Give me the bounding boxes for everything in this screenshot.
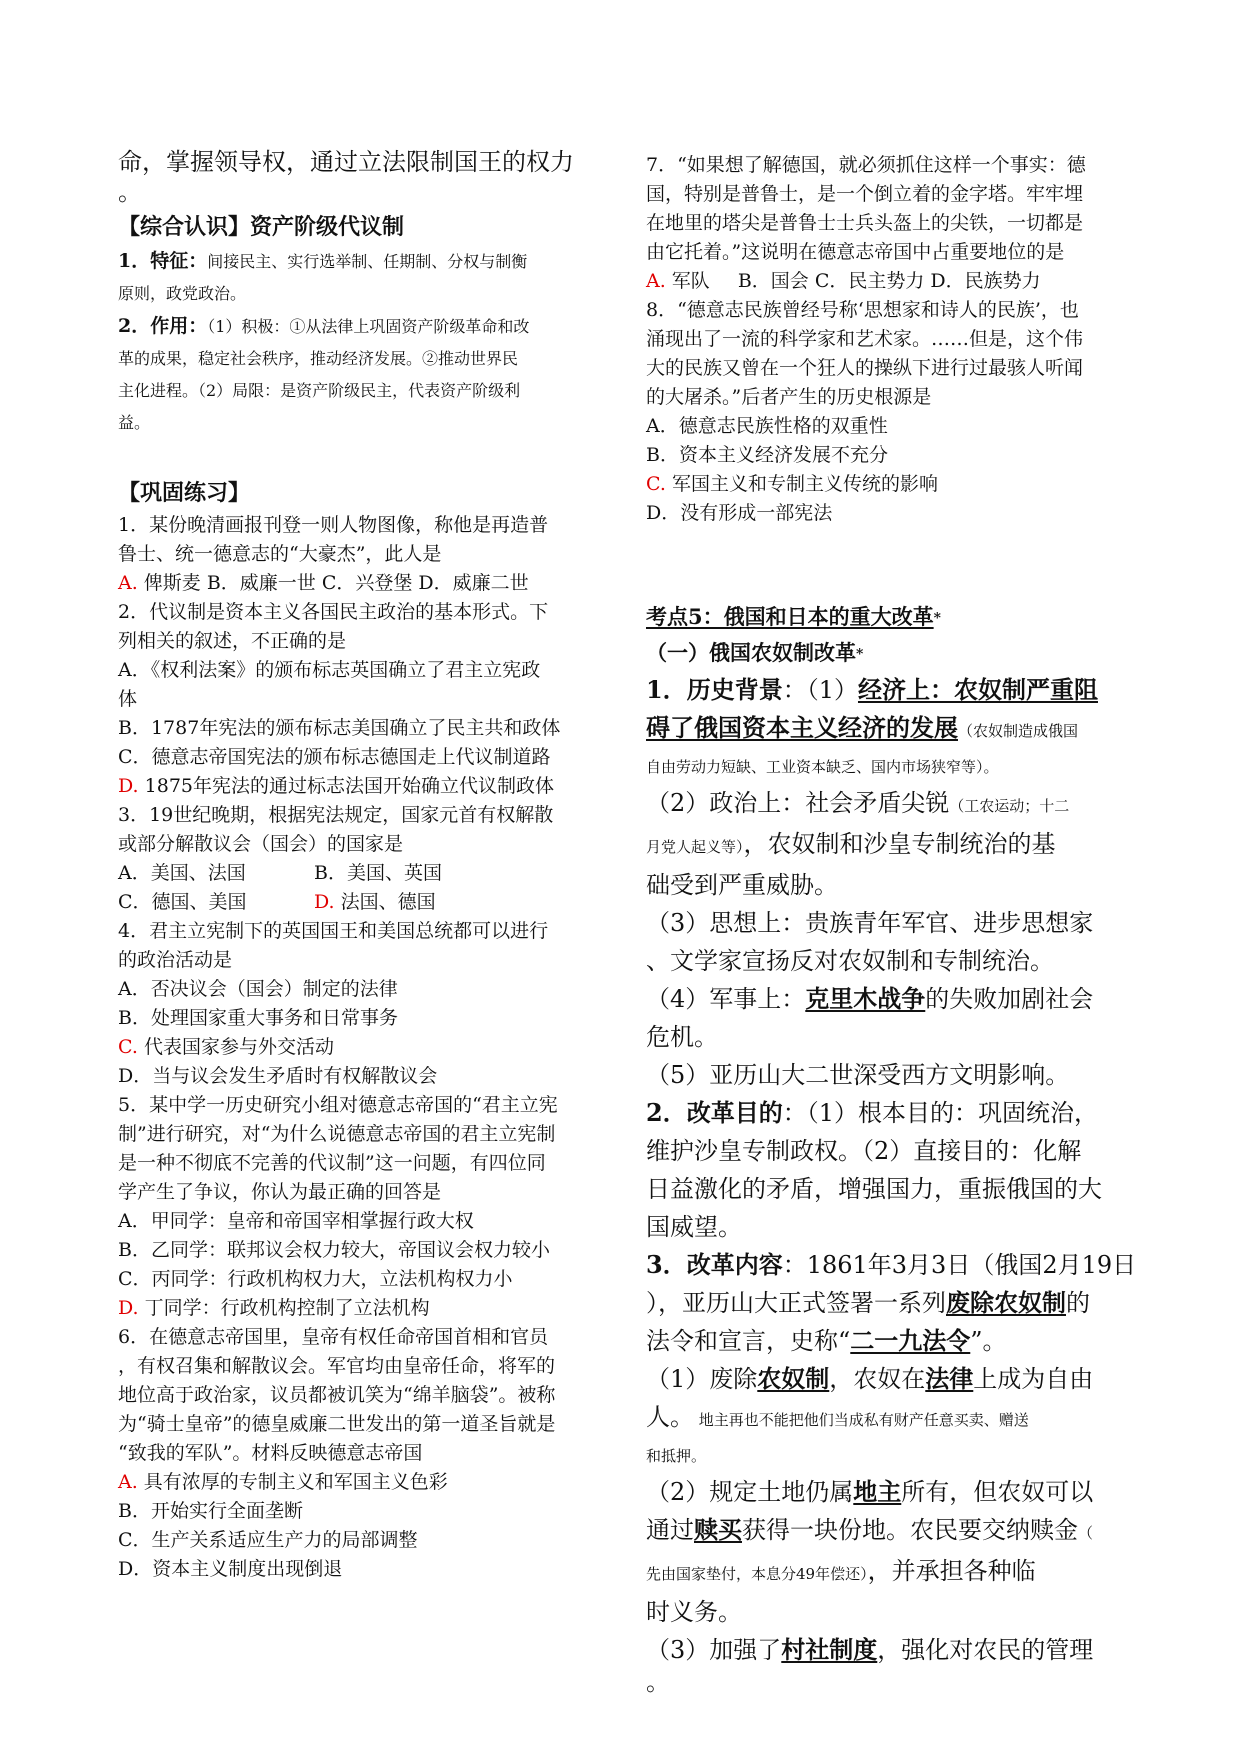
bg-politics-2: 月党人起义等），农奴制和沙皇专制统治的基	[646, 830, 1056, 858]
bg-politics-1: （2）政治上：社会矛盾尖锐（工农运动；十二	[646, 789, 1070, 817]
role-line-2: 革的成果，稳定社会秩序，推动经济发展。②推动世界民	[118, 349, 519, 368]
q6-option-a: A. 具有浓厚的专制主义和军国主义色彩	[118, 1471, 448, 1493]
answer-mark: A.	[646, 270, 666, 292]
content-line-2: ），亚历山大正式签署一系列废除农奴制的	[646, 1288, 1090, 1317]
q8-option-b: B．资本主义经济发展不充分	[646, 444, 888, 466]
q2-stem-1: 2．代议制是资本主义各国民主政治的基本形式。下	[118, 601, 549, 623]
paragraph-end: 。	[118, 178, 142, 206]
q5-option-b: B．乙同学：联邦议会权力较大，帝国议会权力较小	[118, 1239, 550, 1261]
left-column	[118, 143, 606, 1584]
q8-stem-1: 8．“德意志民族曾经号称‘思想家和诗人的民族’，也	[646, 299, 1079, 321]
q3-stem-1: 3．19世纪晚期，根据宪法规定，国家元首有权解散	[118, 804, 554, 826]
role-label: 2．作用：	[118, 315, 208, 337]
role-line-1	[118, 310, 606, 343]
goal-line-1: 2．改革目的：（1）根本目的：巩固统治，	[646, 1098, 1098, 1127]
q6-stem-1: 6．在德意志帝国里，皇帝有权任命帝国首相和官员	[118, 1326, 549, 1348]
q2-option-d: D. 1875年宪法的通过标志法国开始确立代议制政体	[118, 775, 555, 797]
q8-option-c: C. 军国主义和专制主义传统的影响	[646, 473, 938, 495]
content-item-3: （3）加强了村社制度，强化对农民的管理	[646, 1635, 1094, 1664]
answer-mark: C.	[646, 473, 666, 495]
q5-option-d: D. 丁同学：行政机构控制了立法机构	[118, 1297, 430, 1319]
bg-note-line: 自由劳动力短缺、工业资本缺乏、国内市场狭窄等）。	[646, 758, 999, 776]
q6-stem-4: 为“骑士皇帝”的德皇威廉二世发出的第一道圣旨就是	[118, 1413, 556, 1435]
q8-stem-2: 涌现出了一流的科学家和艺术家。……但是，这个伟	[646, 328, 1084, 350]
q2-stem-2: 列相关的叙述，不正确的是	[118, 630, 347, 652]
bg-thought-2: 、文学家宣扬反对农奴制和专制统治。	[646, 947, 1054, 975]
answer-mark: D.	[118, 775, 139, 797]
goal-line-4: 国威望。	[646, 1213, 742, 1241]
paragraph-continuation: 命，掌握领导权，通过立法限制国王的权力	[118, 148, 574, 176]
q4-option-d: D．当与议会发生矛盾时有权解散议会	[118, 1065, 438, 1087]
answer-mark: D.	[314, 891, 335, 913]
feature-text: 间接民主、实行选举制、任期制、分权与制衡	[207, 252, 528, 271]
q8-stem-4: 的大屠杀。”后者产生的历史根源是	[646, 386, 932, 408]
q7-stem-1: 7．“如果想了解德国，就必须抓住这样一个事实：德	[646, 154, 1086, 176]
role-line-4: 益。	[118, 413, 151, 432]
bg-line-1: 1．历史背景：（1）经济上：农奴制严重阻	[646, 675, 1098, 704]
q1-stem-1: 1．某份晚清画报刊登一则人物图像，称他是再造普	[118, 514, 549, 536]
section-title-practice: 【巩固练习】	[118, 480, 251, 506]
content-item-1-cont: 人。 地主再也不能把他们当成私有财产任意买卖、赠送	[646, 1403, 1029, 1431]
q8-option-d: D．没有形成一部宪法	[646, 502, 833, 524]
q2-option-a: A．《权利法案》的颁布标志英国确立了君主立宪政	[118, 659, 541, 681]
content-line-1: 3．改革内容：1861年3月3日（俄国2月19日	[646, 1250, 1137, 1279]
q3-options-cd: C．德国、美国 D. 法国、德国	[118, 891, 436, 913]
q4-option-c: C. 代表国家参与外交活动	[118, 1036, 334, 1058]
q1-stem-2: 鲁士、统一德意志的“大豪杰”，此人是	[118, 543, 442, 565]
q3-stem-2: 或部分解散议会（国会）的国家是	[118, 833, 404, 855]
q6-stem-5: “致我的军队”。材料反映德意志帝国	[118, 1442, 423, 1464]
q6-option-b: B．开始实行全面垄断	[118, 1500, 303, 1522]
content-item-2-cont: 通过赎买获得一块份地。农民要交纳赎金（	[646, 1515, 1094, 1544]
q7-stem-3: 在地里的塔尖是普鲁士士兵头盔上的尖铁，一切都是	[646, 212, 1084, 234]
q8-option-a: A．德意志民族性格的双重性	[646, 415, 888, 437]
q5-option-a: A．甲同学：皇帝和帝国宰相掌握行政大权	[118, 1210, 474, 1232]
content-item-2-note: 先由国家垫付，本息分49年偿还），并承担各种临	[646, 1557, 1036, 1585]
bg-politics-3: 础受到严重威胁。	[646, 871, 838, 899]
q7-stem-4: 由它托着。”这说明在德意志帝国中占重要地位的是	[646, 241, 1065, 263]
q6-option-d: D．资本主义制度出现倒退	[118, 1558, 343, 1580]
q7-options: A. 军队 B．国会 C．民主势力 D．民族势力	[646, 270, 1041, 292]
goal-line-2: 维护沙皇专制政权。（2）直接目的：化解	[646, 1137, 1082, 1165]
q4-option-a: A．否决议会（国会）制定的法律	[118, 978, 398, 1000]
q8-stem-3: 大的民族又曾在一个狂人的操纵下进行过最骇人听闻	[646, 357, 1084, 379]
answer-mark: A.	[118, 1471, 138, 1493]
content-item-1-note: 和抵押。	[646, 1447, 707, 1465]
bg-thought-1: （3）思想上：贵族青年军官、进步思想家	[646, 909, 1094, 937]
content-line-3: 法令和宣言，史称“二一九法令”。	[646, 1326, 1007, 1355]
q2-option-b: B．1787年宪法的颁布标志美国确立了民主共和政体	[118, 717, 561, 739]
star-mark: *	[856, 646, 864, 662]
bg-alexander: （5）亚历山大二世深受西方文明影响。	[646, 1061, 1070, 1089]
bg-military-2: 危机。	[646, 1023, 718, 1051]
q7-stem-2: 国，特别是普鲁士，是一个倒立着的金字塔。牢牢埋	[646, 183, 1084, 205]
q2-option-a-cont: 体	[118, 688, 138, 710]
subsection-title: （一）俄国农奴制改革*	[646, 639, 864, 665]
q6-option-c: C．生产关系适应生产力的局部调整	[118, 1529, 418, 1551]
role-line-3: 主化进程。（2）局限：是资产阶级民主，代表资产阶级利	[118, 381, 521, 400]
q1-options: A. 俾斯麦 B．威廉一世 C．兴登堡 D．威廉二世	[118, 572, 529, 594]
feature-line-2: 原则，政党政治。	[118, 284, 247, 303]
answer-mark: C.	[118, 1036, 138, 1058]
content-item-2: （2）规定土地仍属地主所有，但农奴可以	[646, 1477, 1094, 1506]
q4-option-b: B．处理国家重大事务和日常事务	[118, 1007, 398, 1029]
q6-stem-3: 地位高于政治家，议员都被讥笑为“绵羊脑袋”。被称	[118, 1384, 556, 1406]
q6-stem-2: ，有权召集和解散议会。军官均由皇帝任命，将军的	[118, 1355, 556, 1377]
q5-stem-4: 学产生了争议，你认为最正确的回答是	[118, 1181, 442, 1203]
kaodian-title: 考点5：俄国和日本的重大改革*	[646, 604, 941, 629]
q5-stem-1: 5．某中学一历史研究小组对德意志帝国的“君主立宪	[118, 1094, 558, 1116]
answer-mark: A.	[118, 572, 138, 594]
q5-stem-3: 是一种不彻底不完善的代议制”这一问题，有四位同	[118, 1152, 546, 1174]
feature-line-1	[118, 245, 606, 278]
right-column	[646, 151, 1137, 1696]
q3-options-ab: A．美国、法国 B．美国、英国	[118, 862, 442, 884]
role-text: （1）积极：①从法律上巩固资产阶级革命和改	[207, 317, 530, 336]
answer-mark: D.	[118, 1297, 139, 1319]
feature-label: 1．特征：	[118, 250, 208, 272]
bg-military-1: （4）军事上：克里木战争的失败加剧社会	[646, 984, 1094, 1013]
q4-stem-2: 的政治活动是	[118, 949, 233, 971]
bg-line-2: 碍了俄国资本主义经济的发展（农奴制造成俄国	[646, 713, 1079, 742]
q2-option-c: C．德意志帝国宪法的颁布标志德国走上代议制道路	[118, 746, 551, 768]
content-item-3-end: 。	[646, 1668, 670, 1696]
content-item-1: （1）废除农奴制，农奴在法律上成为自由	[646, 1364, 1094, 1393]
content-item-2-end: 时义务。	[646, 1598, 742, 1626]
q4-stem-1: 4．君主立宪制下的英国国王和美国总统都可以进行	[118, 920, 549, 942]
section-title-zonghe: 【综合认识】资产阶级代议制	[118, 214, 405, 240]
star-mark: *	[933, 610, 941, 627]
goal-line-3: 日益激化的矛盾，增强国力，重振俄国的大	[646, 1175, 1102, 1203]
q5-option-c: C．丙同学：行政机构权力大，立法机构权力小	[118, 1268, 513, 1290]
q5-stem-2: 制”进行研究，对“为什么说德意志帝国的君主立宪制	[118, 1123, 556, 1145]
